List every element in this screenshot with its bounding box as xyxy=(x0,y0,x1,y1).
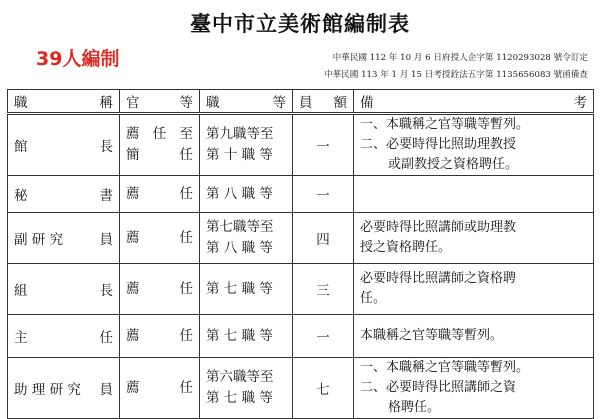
headcount-cell: 三 xyxy=(293,264,354,315)
job-title-cell xyxy=(8,213,120,264)
rank-cell xyxy=(120,264,200,315)
header-title: 職 稱 xyxy=(8,90,120,114)
job-title xyxy=(14,184,113,204)
remark-line: 格聘任。 xyxy=(388,400,441,415)
job-title xyxy=(14,135,113,155)
job-title-part: 組 xyxy=(14,283,28,299)
job-title xyxy=(14,378,113,398)
grade-line: 第七職等至 xyxy=(206,219,274,235)
rank-char: 任 xyxy=(152,126,167,142)
rank-cell xyxy=(120,176,200,213)
remarks-cell xyxy=(354,264,594,315)
table-row xyxy=(8,358,594,419)
job-title-part: 員 xyxy=(99,382,113,398)
job-title-cell xyxy=(8,315,120,358)
job-title-cell xyxy=(8,264,120,315)
job-title-part: 館 xyxy=(14,139,28,155)
remark-line: 本職稱之官等職等暫列。 xyxy=(360,328,504,343)
grade-line: 第 十 職 等 xyxy=(206,147,273,163)
headcount-cell: 四 xyxy=(293,213,354,264)
table-row xyxy=(8,176,594,213)
remark-line: 一、本職稱之官等職等暫列。 xyxy=(360,360,530,375)
headcount-cell: 一 xyxy=(293,315,354,358)
rank-char: 薦 xyxy=(126,379,140,396)
remark-line: 授之資格聘任。 xyxy=(360,240,452,255)
grade-line: 第 七 職 等 xyxy=(206,280,273,297)
rank-char: 任 xyxy=(179,147,193,163)
job-title-part: 助 理 研 究 xyxy=(14,382,81,398)
remark-line: 二、必要時得比照助理教授 xyxy=(360,137,517,152)
job-title-part: 任 xyxy=(99,330,113,346)
remark-line: 必要時得比照講師或助理教 xyxy=(360,220,517,235)
grade-cell xyxy=(200,213,293,264)
job-title xyxy=(14,326,113,346)
job-title-cell xyxy=(8,176,120,213)
rank-line xyxy=(126,279,193,300)
remark-line: 任。 xyxy=(360,291,387,306)
headcount-cell: 一 xyxy=(293,114,354,176)
grade-line: 第 七 職 等 xyxy=(206,327,273,344)
rank-char: 薦 xyxy=(126,229,140,246)
grade-line: 第 七 職 等 xyxy=(206,390,273,406)
job-title-part: 秘 xyxy=(14,188,28,204)
header-remarks: 備 考 xyxy=(354,90,594,114)
grade-cell xyxy=(200,264,293,315)
rank-line xyxy=(126,124,193,145)
headcount-cell: 一 xyxy=(293,176,354,213)
rank-char: 薦 xyxy=(126,327,140,344)
rank-char: 薦 xyxy=(126,185,140,202)
reference-line: 中華民國 112 年 10 月 6 日府授人企字第 1120293028 號令訂定 xyxy=(332,53,588,63)
table-row xyxy=(8,264,594,315)
rank-char: 任 xyxy=(179,379,193,396)
grade-line: 第六職等至 xyxy=(206,369,274,385)
rank-cell xyxy=(120,358,200,419)
job-title-cell xyxy=(8,358,120,419)
reference-lines xyxy=(324,50,588,84)
job-title-cell xyxy=(8,114,120,176)
headcount-cell: 七 xyxy=(293,358,354,419)
remarks-cell xyxy=(354,213,594,264)
remark-line: 一、本職稱之官等職等暫列。 xyxy=(360,117,530,132)
rank-cell xyxy=(120,213,200,264)
staffing-table xyxy=(7,89,594,419)
remarks-cell xyxy=(354,315,594,358)
job-title-part: 副 研 究 xyxy=(14,232,64,248)
rank-cell xyxy=(120,114,200,176)
job-title-part: 員 xyxy=(99,232,113,248)
rank-char: 任 xyxy=(179,229,193,246)
grade-cell xyxy=(200,114,293,176)
remark-line: 二、必要時得比照講師之資 xyxy=(360,380,517,395)
rank-line xyxy=(126,145,193,166)
grade-line: 第 八 職 等 xyxy=(206,185,273,202)
grade-line: 第 八 職 等 xyxy=(206,240,273,256)
header-rank: 官 等 xyxy=(120,90,200,114)
remarks-cell xyxy=(354,358,594,419)
rank-char: 至 xyxy=(179,126,193,142)
grade-cell xyxy=(200,315,293,358)
remarks-cell xyxy=(354,114,594,176)
rank-char: 簡 xyxy=(126,147,140,163)
document-title: 臺中市立美術館編制表 xyxy=(190,11,410,36)
job-title xyxy=(14,279,113,299)
table-row xyxy=(8,315,594,358)
rank-line xyxy=(126,378,193,399)
grade-cell xyxy=(200,358,293,419)
header-row xyxy=(8,90,594,114)
staff-count-badge: 39人編制 xyxy=(36,48,120,70)
header-count: 員 額 xyxy=(293,90,354,114)
grade-cell xyxy=(200,176,293,213)
job-title xyxy=(14,228,113,248)
rank-cell xyxy=(120,315,200,358)
rank-line xyxy=(126,326,193,347)
job-title-part: 主 xyxy=(14,330,28,346)
reference-line: 中華民國 113 年 1 月 15 日考授銓法五字第 1135656083 號函備查 xyxy=(323,70,588,80)
rank-char: 任 xyxy=(179,280,193,297)
header-grade: 職 等 xyxy=(200,90,293,114)
remark-line: 或副教授之資格聘任。 xyxy=(388,157,519,172)
job-title-part: 長 xyxy=(99,283,113,299)
table-row xyxy=(8,114,594,176)
job-title-part: 長 xyxy=(99,139,113,155)
rank-line xyxy=(126,228,193,249)
rank-char: 薦 xyxy=(126,126,140,142)
remarks-cell xyxy=(354,176,594,213)
table-row xyxy=(8,213,594,264)
rank-char: 薦 xyxy=(126,280,140,297)
rank-char: 任 xyxy=(179,327,193,344)
grade-line: 第九職等至 xyxy=(206,126,274,142)
rank-char: 任 xyxy=(179,185,193,202)
remark-line: 必要時得比照講師之資格聘 xyxy=(360,271,517,286)
job-title-part: 書 xyxy=(99,188,113,204)
rank-line xyxy=(126,184,193,205)
